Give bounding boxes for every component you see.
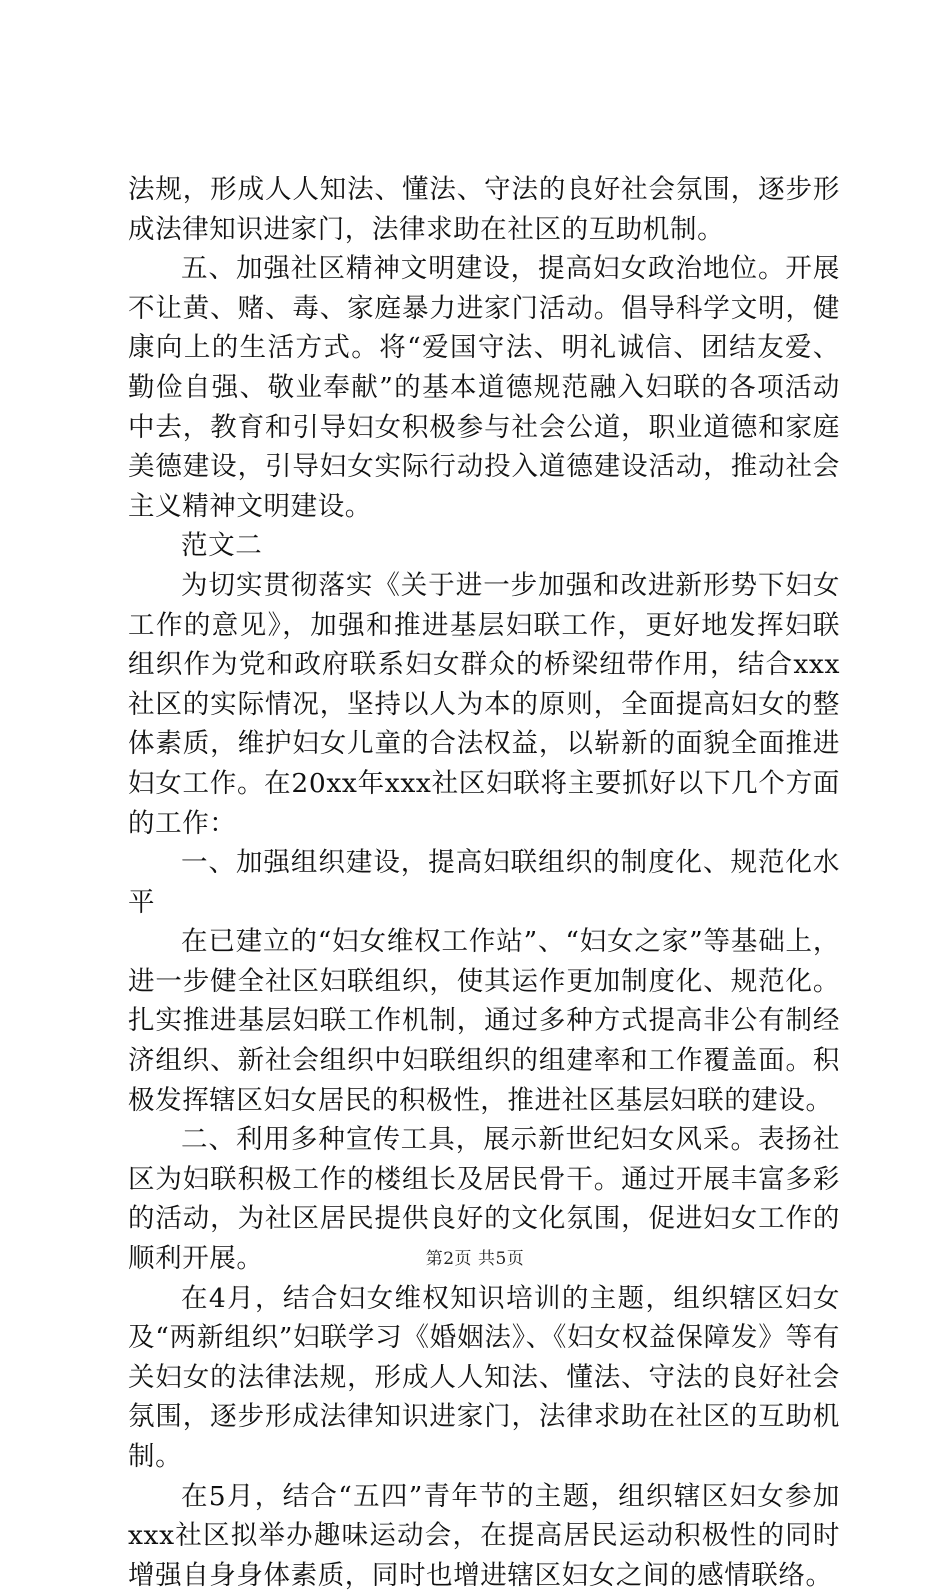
paragraph-section-two: 二、利用多种宣传工具，展示新世纪妇女风采。表扬社区为妇联积极工作的楼组长及居民骨干。通过开展丰富多彩的活动，为社区居民提供良好的文化氛围，促进妇女工作的顺利开展。 [128, 1124, 840, 1275]
section-heading-one: 一、加强组织建设，提高妇联组织的制度化、规范化水平 [128, 847, 840, 918]
sample-heading: 范文二 [181, 530, 263, 562]
page-number-footer: 第2页 共5页 [425, 1249, 525, 1269]
paragraph-may: 在5月，结合“五四”青年节的主题，组织辖区妇女参加xxx社区拟举办趣味运动会，在提高居民运动积极性的同时增强自身身体素质，同时也增进辖区妇女之间的感情联络。 [128, 1480, 840, 1591]
paragraph-intro: 为切实贯彻落实《关于进一步加强和改进新形势下妇女工作的意见》，加强和推进基层妇联工作，更好地发挥妇联组织作为党和政府联系妇女群众的桥梁纽带作用，结合xxx社区的实际情况，坚持以人为本的原则，全面提高妇女的整体素质，维护妇女儿童的合法权益，以崭新的面貌全面推进妇女工作。在20xx年xxx社区妇联将主要抓好以下几个方面的工作： [128, 569, 840, 839]
paragraph-section-five: 五、加强社区精神文明建设，提高妇女政治地位。开展不让黄、赌、毒、家庭暴力进家门活动。倡导科学文明，健康向上的生活方式。将“爱国守法、明礼诚信、团结友爱、勤俭自强、敬业奉献”的基本道德规范融入妇联的各项活动中去，教育和引导妇女积极参与社会公道，职业道德和家庭美德建设，引导妇女实际行动投入道德建设活动，推动社会主义精神文明建设。 [128, 253, 840, 522]
paragraph-section-one: 在已建立的“妇女维权工作站”、“妇女之家”等基础上，进一步健全社区妇联组织，使其运作更加制度化、规范化。扎实推进基层妇联工作机制，通过多种方式提高非公有制经济组织、新社会组织中妇联组织的组建率和工作覆盖面。积极发挥辖区妇女居民的积极性，推进社区基层妇联的建设。 [128, 926, 840, 1116]
paragraph-continuation: 法规，形成人人知法、懂法、守法的良好社会氛围，逐步形成法律知识进家门，法律求助在社区的互助机制。 [128, 174, 840, 245]
paragraph-april: 在4月，结合妇女维权知识培训的主题，组织辖区妇女及“两新组织”妇联学习《婚姻法》、《妇女权益保障发》等有关妇女的法律法规，形成人人知法、懂法、守法的良好社会氛围，逐步形成法律知识进家门，法律求助在社区的互助机制。 [128, 1282, 840, 1472]
document-body [128, 170, 840, 1595]
